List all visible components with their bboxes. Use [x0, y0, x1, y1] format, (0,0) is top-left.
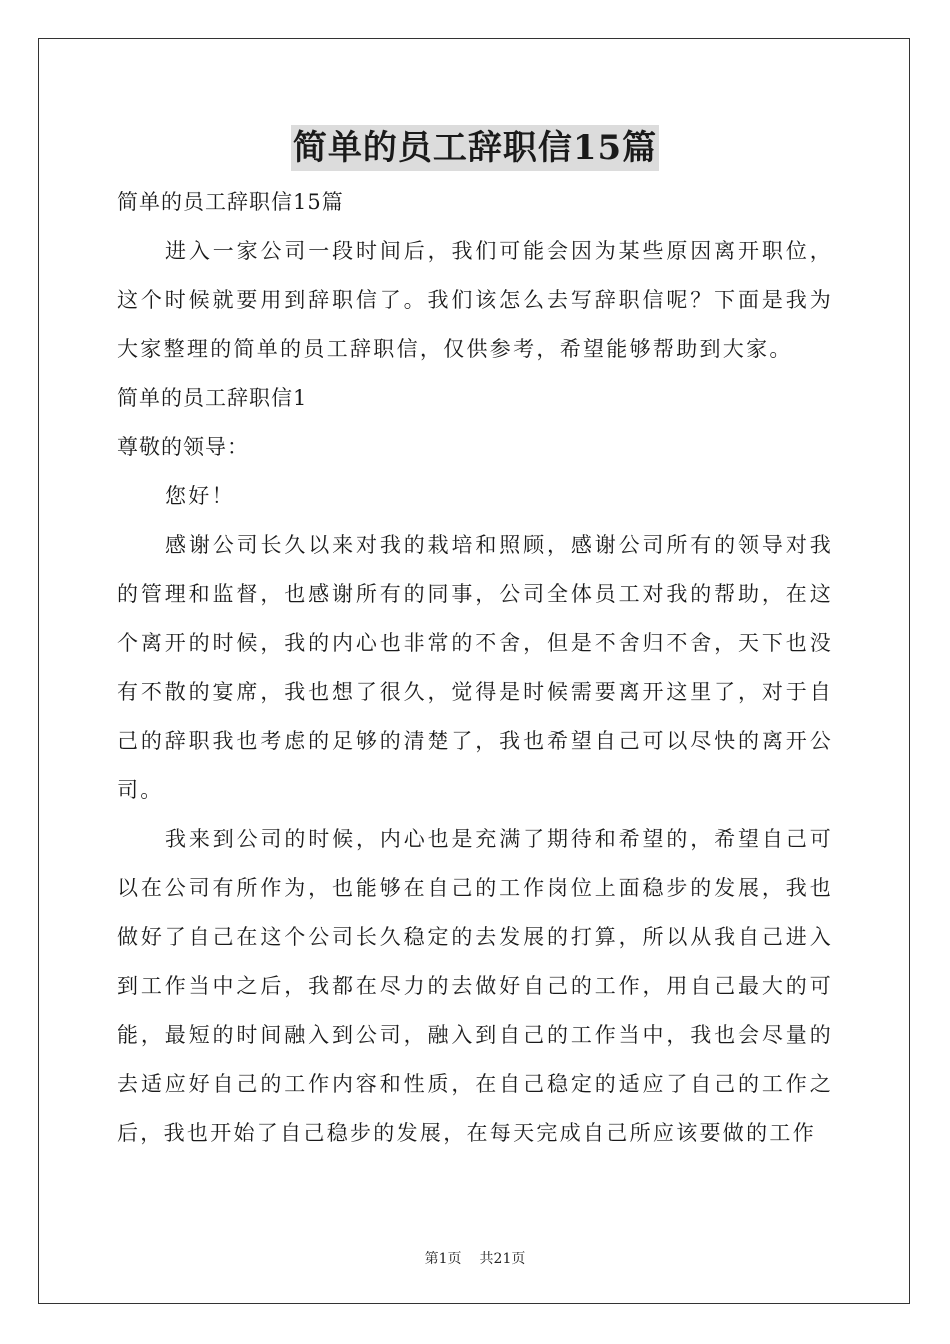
page-number-current: 第1页 [424, 1251, 462, 1267]
title-area [0, 125, 950, 171]
page-footer [0, 1248, 950, 1268]
intro-paragraph: 进入一家公司一段时间后，我们可能会因为某些原因离开职位，这个时候就要用到辞职信了。我们该怎么去写辞职信呢？下面是我为大家整理的简单的员工辞职信，仅供参考，希望能够帮助到大家。 [117, 239, 833, 361]
body-paragraph-1: 感谢公司长久以来对我的栽培和照顾，感谢公司所有的领导对我的管理和监督，也感谢所有的同事，公司全体员工对我的帮助，在这个离开的时候，我的内心也非常的不舍，但是不舍归不舍，天下也没有不散的宴席，我也想了很久，觉得是时候需要离开这里了，对于自己的辞职我也考虑的足够的清楚了，我也希望自己可以尽快的离开公司。 [117, 533, 833, 802]
page-number-total: 共21页 [479, 1251, 526, 1267]
body-paragraph-2: 我来到公司的时候，内心也是充满了期待和希望的，希望自己可以在公司有所作为，也能够在自己的工作岗位上面稳步的发展，我也做好了自己在这个公司长久稳定的去发展的打算，所以从我自己进入到工作当中之后，我都在尽力的去做好自己的工作，用自己最大的可能，最短的时间融入到公司，融入到自己的工作当中，我也会尽量的去适应好自己的工作内容和性质，在自己稳定的适应了自己的工作之后，我也开始了自己稳步的发展，在每天完成自己所应该要做的工作 [117, 827, 833, 1145]
document-subtitle: 简单的员工辞职信15篇 [117, 190, 344, 214]
salutation: 尊敬的领导： [117, 435, 249, 459]
document-body [117, 178, 833, 1158]
greeting: 您好！ [165, 484, 235, 508]
section-heading: 简单的员工辞职信1 [117, 386, 308, 410]
document-title: 简单的员工辞职信15篇 [291, 125, 659, 171]
